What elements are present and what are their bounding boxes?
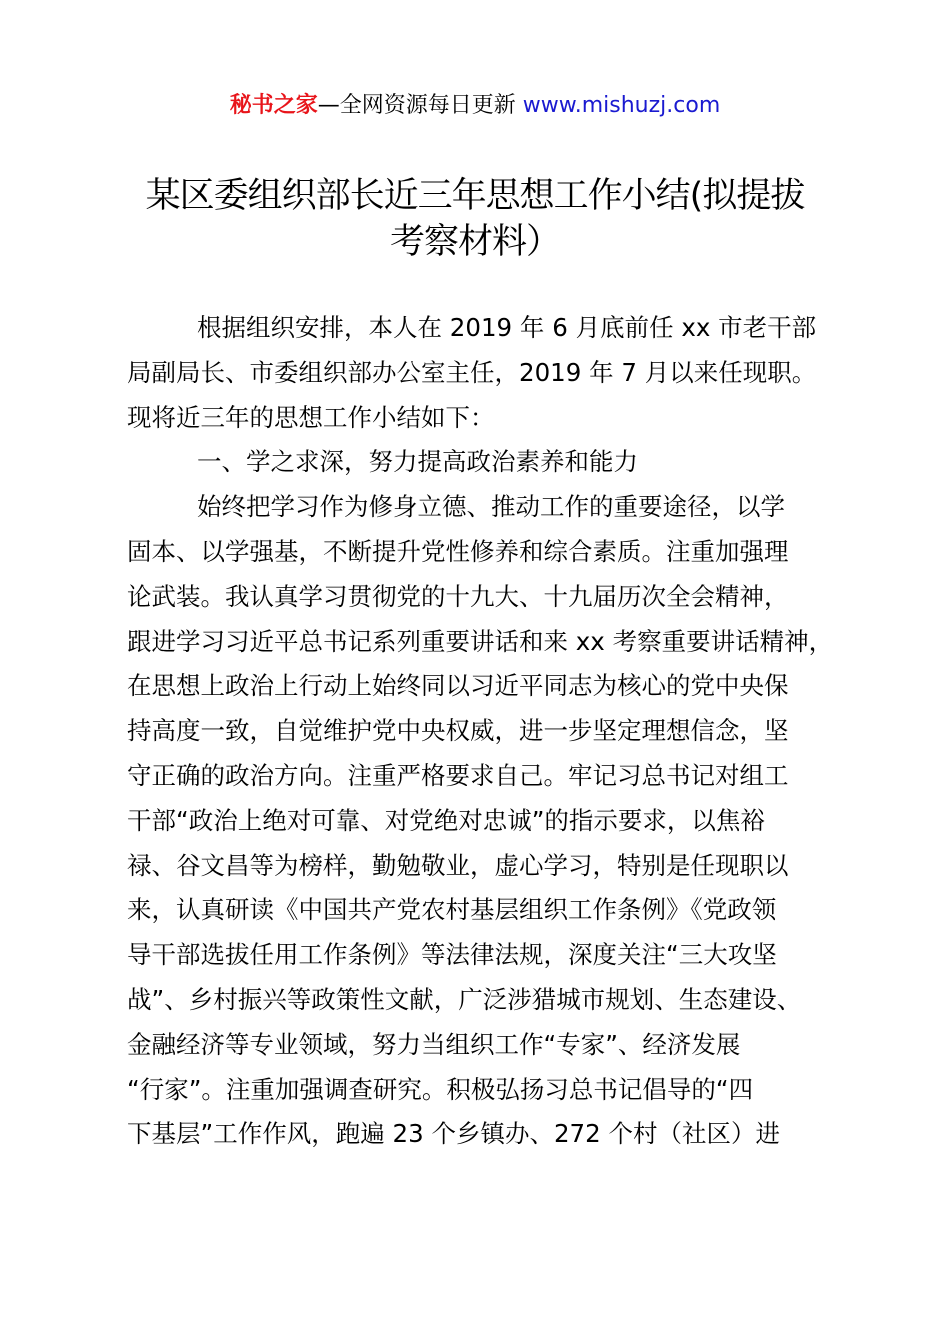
document-title-line-1: 某区委组织部长近三年思想工作小结(拟提拔: [145, 176, 805, 216]
paragraph-line: 论武装。我认真学习贯彻党的十九大、十九届历次全会精神，: [127, 581, 789, 611]
paragraph-line: 局副局长、市委组织部办公室主任，2019 年 7 月以来任现职。: [127, 357, 817, 387]
paragraph-line: 守正确的政治方向。注重严格要求自己。牢记习总书记对组工: [127, 761, 789, 790]
paragraph-line: 下基层”工作作风，跑遍 23 个乡镇办、272 个村（社区）进: [127, 1119, 780, 1149]
paragraph-line: 金融经济等专业领域，努力当组织工作“专家”、经济发展: [127, 1029, 741, 1059]
paragraph-line: 持高度一致，自觉维护党中央权威，进一步坚定理想信念，坚: [127, 716, 789, 746]
paragraph-line: “行家”。注重加强调查研究。积极弘扬习总书记倡导的“四: [127, 1074, 754, 1104]
paragraph-line: 现将近三年的思想工作小结如下：: [127, 402, 495, 432]
paragraph-line: 在思想上政治上行动上始终同以习近平同志为核心的党中央保: [127, 671, 789, 701]
site-header: [0, 88, 950, 119]
paragraph-line: 导干部选拔任用工作条例》等法律法规，深度关注“三大攻坚: [127, 940, 777, 970]
section-heading: 一、学之求深，努力提高政治素养和能力: [197, 447, 638, 477]
paragraph-line: 禄、谷文昌等为榜样，勤勉敬业，虚心学习，特别是任现职以: [127, 850, 789, 880]
paragraph-line: 战”、乡村振兴等政策性文献，广泛涉猎城市规划、生态建设、: [127, 985, 802, 1014]
document-title-line-2: 考察材料）: [389, 222, 560, 262]
paragraph-line: 跟进学习习近平总书记系列重要讲话和来 xx 考察重要讲话精神，: [127, 626, 834, 656]
paragraph-line: 固本、以学强基，不断提升党性修养和综合素质。注重加强理: [127, 537, 789, 566]
paragraph-line: 来，认真研读《中国共产党农村基层组织工作条例》《党政领: [127, 895, 777, 925]
paragraph-line: 干部“政治上绝对可靠、对党绝对忠诚”的指示要求，以焦裕: [127, 805, 765, 835]
site-brand: 秘书之家: [229, 93, 318, 118]
site-url-link[interactable]: www.mishuzj.com: [522, 93, 721, 118]
paragraph-line: 根据组织安排，本人在 2019 年 6 月底前任 xx 市老干部: [197, 313, 817, 342]
site-tagline: —全网资源每日更新: [317, 93, 523, 118]
paragraph-line: 始终把学习作为修身立德、推动工作的重要途径，以学: [197, 492, 785, 522]
